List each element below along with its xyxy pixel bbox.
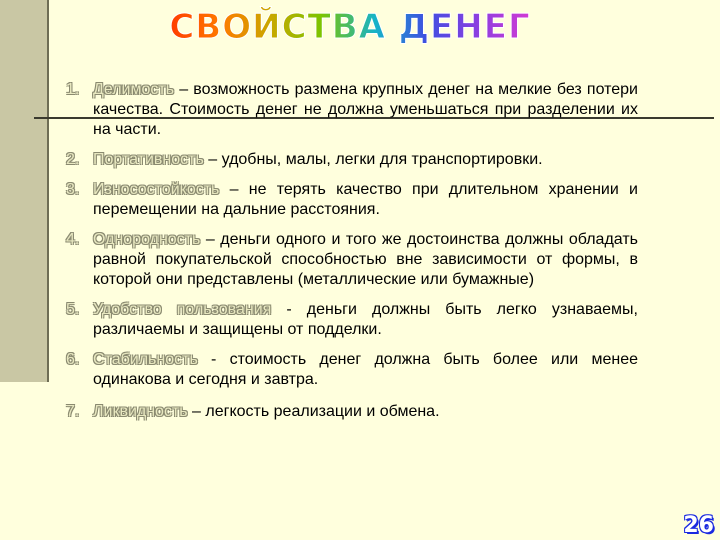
item-number: 1.	[66, 81, 80, 98]
sidebar-divider	[47, 0, 49, 382]
item-text: – возможность размена крупных денег на мелкие без потери качества. Стоимость денег не должна уменьшаться при разделении их на части.	[93, 81, 638, 138]
list-item	[66, 150, 638, 170]
item-term: Портативность	[93, 151, 204, 168]
list-item	[66, 402, 638, 422]
item-term: Ликвидность	[93, 403, 188, 420]
slide-title	[140, 2, 560, 48]
item-term: Износостойкость	[93, 181, 220, 198]
properties-list	[66, 80, 638, 432]
item-number: 4.	[66, 231, 80, 248]
item-number: 3.	[66, 181, 80, 198]
list-item	[66, 300, 638, 340]
item-text: – удобны, малы, легки для транспортировки.	[203, 151, 543, 168]
left-sidebar-band	[0, 0, 47, 382]
item-text: - стоимость денег должна быть более или менее одинакова и сегодня и завтра.	[93, 351, 638, 388]
list-item	[66, 230, 638, 290]
slide-title-text: СВОЙСТВА ДЕНЕГ	[169, 7, 531, 47]
item-text: – не терять качество при длительном хранении и перемещении на дальние расстояния.	[93, 181, 638, 218]
item-term: Однородность	[93, 231, 201, 248]
item-number: 5.	[66, 301, 80, 318]
item-text: – деньги одного и того же достоинства должны обладать равной покупательской способностью вне зависимости от формы, в которой они представлены (металлические или бумажные)	[93, 231, 638, 288]
item-number: 7.	[66, 403, 80, 420]
item-term: Стабильность	[93, 351, 198, 368]
list-item	[66, 80, 638, 140]
item-term: Делимость	[93, 81, 175, 98]
item-number: 6.	[66, 351, 80, 368]
item-number: 2.	[66, 151, 80, 168]
item-text: - деньги должны быть легко узнаваемы, различаемы и защищены от подделки.	[93, 301, 639, 338]
list-item	[66, 180, 638, 220]
list-item	[66, 350, 638, 390]
page-number: 26	[683, 513, 714, 538]
item-text: – легкость реализации и обмена.	[187, 403, 440, 420]
item-term: Удобство пользования	[93, 301, 272, 318]
